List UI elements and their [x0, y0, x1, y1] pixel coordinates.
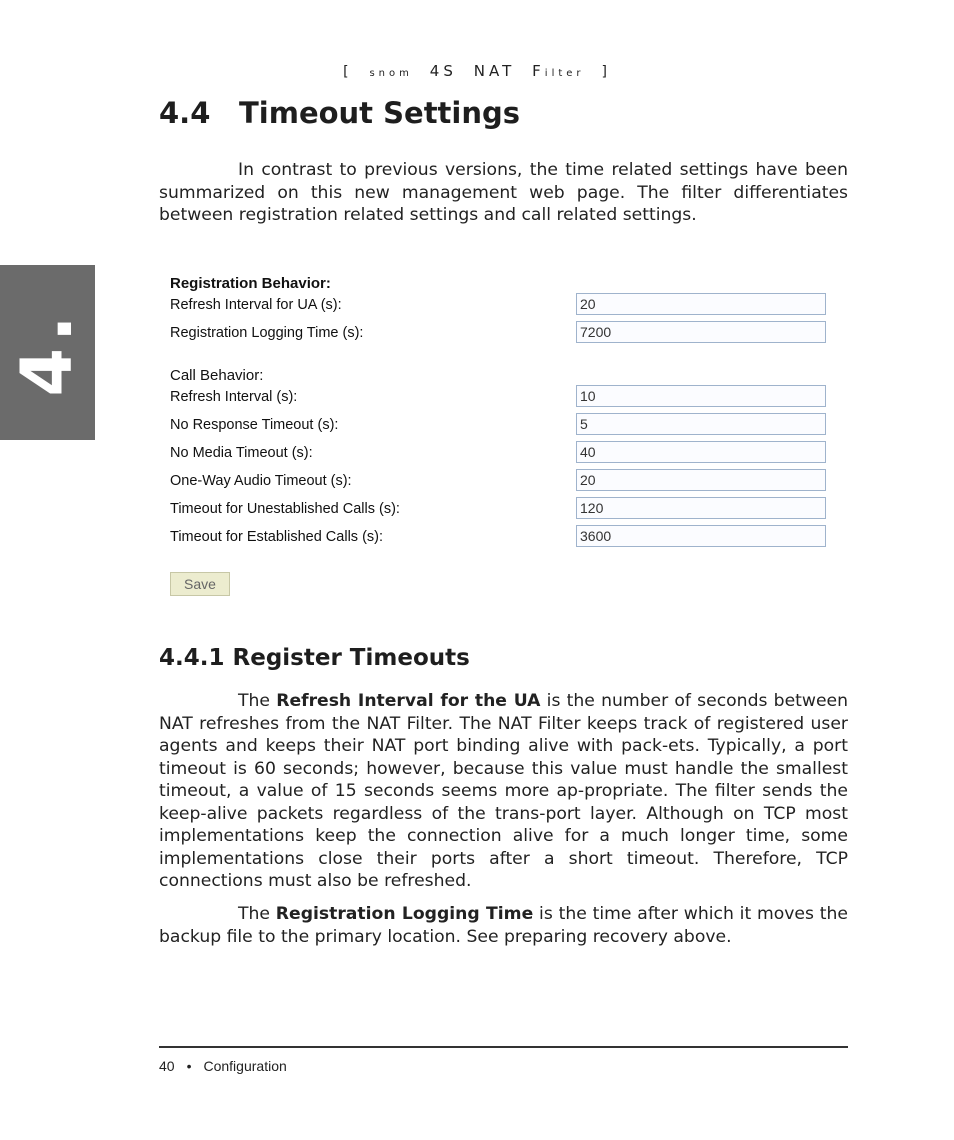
- running-head-brand: snom: [369, 68, 413, 79]
- no-response-timeout-label: No Response Timeout (s):: [170, 417, 339, 433]
- footer-bullet: •: [186, 1058, 192, 1074]
- timeout-established-calls-input[interactable]: 3600: [576, 525, 826, 547]
- page-number: 40: [159, 1058, 175, 1074]
- timeout-unestablished-calls-label: Timeout for Unestablished Calls (s):: [170, 501, 400, 517]
- section-heading: [159, 96, 520, 130]
- form-row-timeout-established-calls: [170, 525, 830, 551]
- footer-section-name: Configuration: [203, 1058, 287, 1074]
- refresh-interval-ua-input[interactable]: 20: [576, 293, 826, 315]
- form-row-timeout-unestablished-calls: [170, 497, 830, 523]
- p1-bold-term: Refresh Interval for the UA: [276, 691, 541, 711]
- running-head-close-bracket: ]: [601, 64, 611, 80]
- running-head-filter-rest: ilter: [544, 68, 585, 79]
- section-title: Timeout Settings: [239, 96, 521, 130]
- section-intro-text: In contrast to previous versions, the time related settings have been summarized on this new management web page. The filter differentiates between registration related settings and call related settings.: [159, 160, 848, 225]
- p2-post: is the time after which it moves the backup file to the primary location. See preparing recovery above.: [159, 904, 848, 947]
- p2-pre: The: [238, 904, 276, 924]
- refresh-interval-ua-label: Refresh Interval for UA (s):: [170, 297, 342, 313]
- running-head-product-nat: NAT: [473, 62, 516, 80]
- no-media-timeout-input[interactable]: 40: [576, 441, 826, 463]
- page-footer: [159, 1058, 287, 1074]
- p2-bold-term: Registration Logging Time: [275, 904, 534, 924]
- running-head: [0, 62, 954, 80]
- save-button[interactable]: Save: [170, 572, 230, 596]
- running-head-open-bracket: [: [343, 64, 353, 80]
- timeout-settings-form: [163, 267, 835, 607]
- timeout-unestablished-calls-input[interactable]: 120: [576, 497, 826, 519]
- form-row-no-response-timeout: [170, 413, 830, 439]
- form-row-registration-logging-time: [170, 321, 830, 347]
- section-number: 4.4: [159, 96, 211, 130]
- form-row-no-media-timeout: [170, 441, 830, 467]
- p1-pre: The: [238, 691, 277, 711]
- register-timeouts-paragraph-1: [159, 690, 848, 893]
- registration-logging-time-label: Registration Logging Time (s):: [170, 325, 364, 341]
- refresh-interval-label: Refresh Interval (s):: [170, 389, 298, 405]
- subsection-number: 4.4.1: [159, 645, 225, 671]
- registration-behavior-heading: Registration Behavior:: [170, 275, 331, 292]
- register-timeouts-paragraph-2: [159, 903, 848, 948]
- no-response-timeout-input[interactable]: 5: [576, 413, 826, 435]
- call-behavior-heading: Call Behavior:: [170, 367, 264, 384]
- subsection-heading: [159, 645, 470, 671]
- registration-logging-time-input[interactable]: 7200: [576, 321, 826, 343]
- subsection-title: Register Timeouts: [232, 645, 470, 671]
- one-way-audio-timeout-input[interactable]: 20: [576, 469, 826, 491]
- form-row-refresh-interval: [170, 385, 830, 411]
- refresh-interval-input[interactable]: 10: [576, 385, 826, 407]
- form-row-refresh-interval-ua: [170, 293, 830, 319]
- no-media-timeout-label: No Media Timeout (s):: [170, 445, 313, 461]
- chapter-tab-label: 4.: [6, 309, 88, 397]
- one-way-audio-timeout-label: One-Way Audio Timeout (s):: [170, 473, 352, 489]
- timeout-established-calls-label: Timeout for Established Calls (s):: [170, 529, 384, 545]
- footer-rule: [159, 1046, 848, 1048]
- section-intro-paragraph: [159, 159, 848, 227]
- running-head-product-num: 4S: [429, 62, 457, 80]
- chapter-tab: [0, 265, 95, 440]
- p1-post: is the number of seconds between NAT refreshes from the NAT Filter. The NAT Filter keeps track of registered user agents and keeps their NAT port binding alive with pack-ets. Typically, a port timeout is 60 seconds; however, because this value must handle the smallest timeout, a value of 15 seconds seems more ap-propriate. The filter sends the keep-alive packets regardless of the trans-port layer. Although on TCP most implementations keep the connection alive for a much longer time, some implementations close their ports after a short timeout. Therefore, TCP connections must also be refreshed.: [159, 691, 848, 891]
- form-row-one-way-audio-timeout: [170, 469, 830, 495]
- running-head-filter-initial: F: [532, 62, 545, 80]
